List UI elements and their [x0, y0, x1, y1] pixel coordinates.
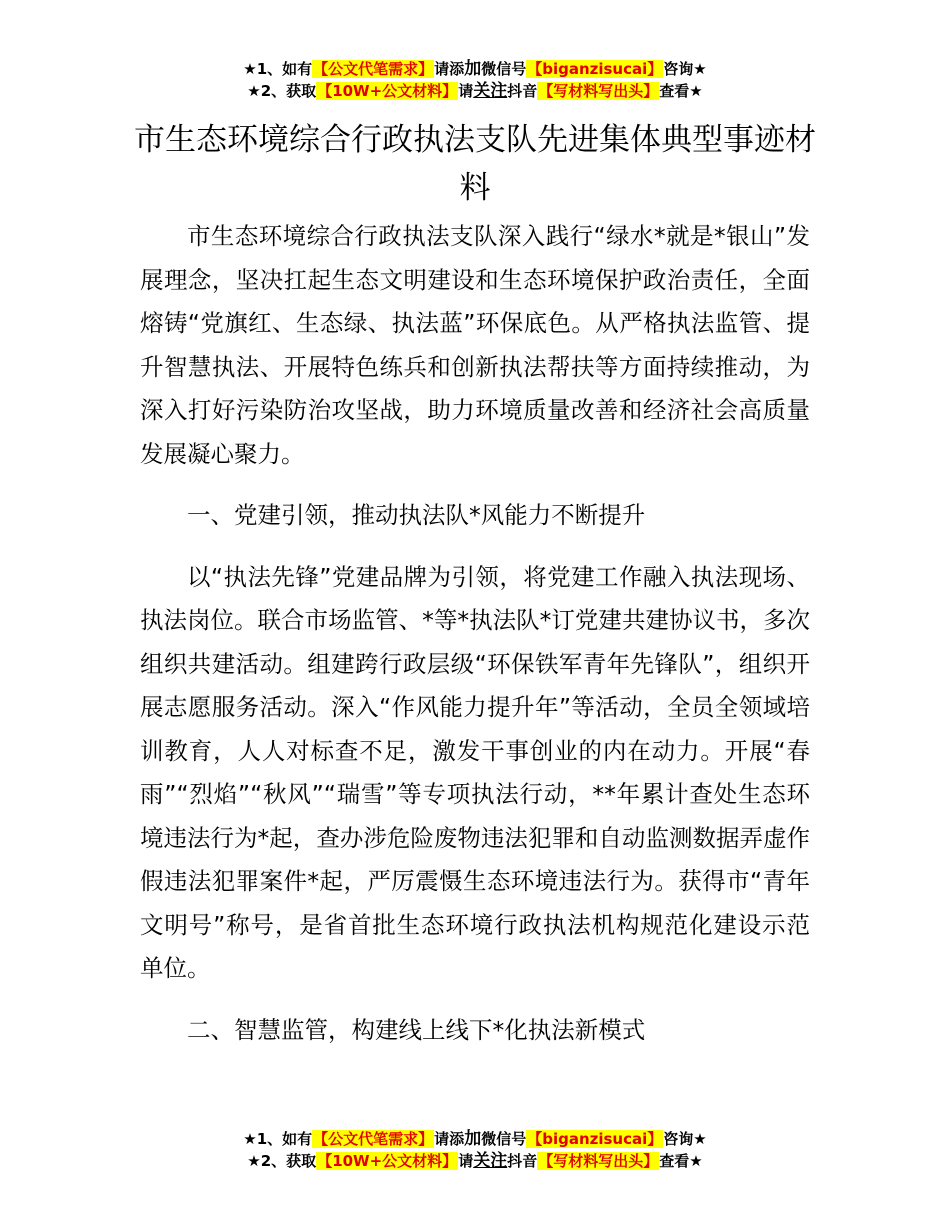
banner-text: 微信号: [481, 60, 527, 78]
paragraph-intro: 市生态环境综合行政执法支队深入践行“绿水*就是*银山”发展理念，坚决扛起生态文明建设和生态环境保护政治责任，全面熔铸“党旗红、生态绿、执法蓝”环保底色。从严格执法监管、提升智慧执法、开展特色练兵和创新执法帮扶等方面持续推动，为深入打好污染防治攻坚战，助力环境质量改善和经济社会高质量发展凝心聚力。: [140, 222, 810, 468]
banner-highlight: 【写材料写出头】: [538, 82, 659, 100]
banner-text: 关注: [473, 81, 508, 101]
banner-text: 查看★: [659, 1152, 703, 1170]
banner-highlight: 【10W+公文材料】: [317, 1152, 458, 1170]
banner-text: 请添: [434, 60, 465, 78]
banner-text: 关注: [473, 1151, 508, 1171]
banner-text: 咨询★: [663, 1130, 707, 1148]
section-heading-1: 一、党建引领，推动执法队*风能力不断提升: [187, 501, 646, 529]
banner-text: 加: [464, 1129, 482, 1149]
section-heading-2: 二、智慧监管，构建线上线下*化执法新模式: [187, 1015, 646, 1044]
banner-text: ★1、如有: [243, 60, 313, 78]
banner-text: 请添: [434, 1130, 465, 1148]
banner-text: 抖音: [507, 1152, 538, 1170]
banner-highlight: 【写材料写出头】: [538, 1152, 659, 1170]
document-title: 市生态环境综合行政执法支队先进集体典型事迹材料: [134, 122, 816, 206]
banner-text: 查看★: [659, 82, 703, 100]
banner-highlight: 【biganzisucai】: [527, 60, 663, 78]
banner-line-2: [0, 80, 950, 102]
banner-text: 加: [464, 59, 482, 79]
banner-text: 咨询★: [663, 60, 707, 78]
banner-highlight: 【公文代笔需求】: [313, 1130, 434, 1148]
banner-text: 请: [458, 82, 474, 100]
banner-highlight: 【biganzisucai】: [527, 1130, 663, 1148]
banner-text: ★2、获取: [247, 82, 317, 100]
banner-line-2: [0, 1150, 950, 1172]
banner-text: 微信号: [481, 1130, 527, 1148]
footer-banner: [0, 1128, 950, 1172]
banner-highlight: 【公文代笔需求】: [313, 60, 434, 78]
banner-line-1: [0, 1128, 950, 1150]
header-banner: [0, 58, 950, 102]
banner-text: ★1、如有: [243, 1130, 313, 1148]
document-body: [140, 215, 810, 1070]
banner-text: 请: [458, 1152, 474, 1170]
paragraph-section-1: 以“执法先锋”党建品牌为引领，将党建工作融入执法现场、执法岗位。联合市场监管、*等*执法队*订党建共建协议书，多次组织共建活动。组建跨行政层级“环保铁军青年先锋队”，组织开展志愿服务活动。深入“作风能力提升年”等活动，全员全领域培训教育，人人对标查不足，激发干事创业的内在动力。开展“春雨”“烈焰”“秋风”“瑞雪”等专项执法行动，**年累计查处生态环境违法行为*起，查办涉危险废物违法犯罪和自动监测数据弄虚作假违法犯罪案件*起，严厉震慑生态环境违法行为。获得市“青年文明号”称号，是省首批生态环境行政执法机构规范化建设示范单位。: [140, 562, 810, 982]
banner-text: 抖音: [507, 82, 538, 100]
banner-highlight: 【10W+公文材料】: [317, 82, 458, 100]
banner-line-1: [0, 58, 950, 80]
banner-text: ★2、获取: [247, 1152, 317, 1170]
